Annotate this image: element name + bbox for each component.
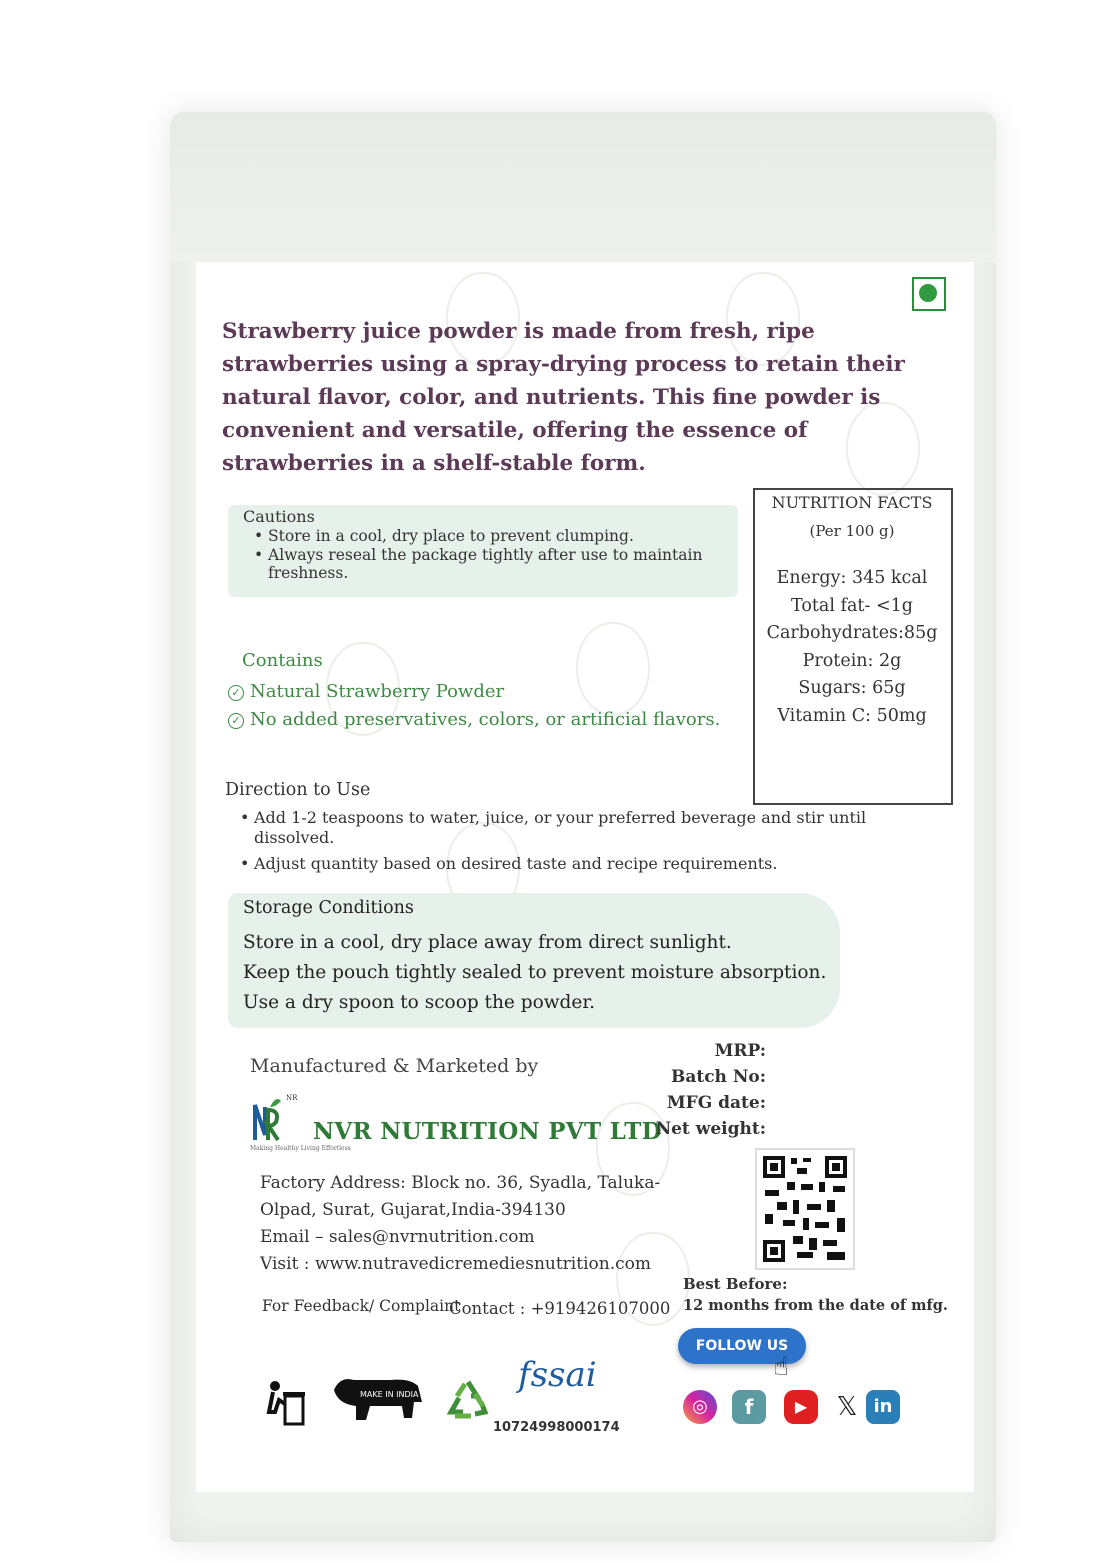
contains-list: [228, 678, 720, 734]
recycle-icon: [445, 1378, 491, 1422]
nutrition-row: Total fat- <1g: [791, 595, 913, 616]
linkedin-icon[interactable]: in: [866, 1390, 900, 1424]
mrp-field: MRP:: [714, 1041, 766, 1061]
list-item: [228, 706, 720, 734]
storage-line: Keep the pouch tightly sealed to prevent moisture absorption.: [243, 962, 827, 983]
nutrition-facts-subtitle: (Per 100 g): [809, 522, 895, 540]
storage-title: Storage Conditions: [243, 898, 414, 918]
facebook-icon[interactable]: f: [732, 1390, 766, 1424]
nutrition-row: Protein: 2g: [802, 650, 902, 671]
directions-list: [240, 808, 920, 874]
address-line: Olpad, Surat, Gujarat,India-394130: [260, 1200, 566, 1220]
feedback-label: For Feedback/ Complaint: [262, 1297, 461, 1315]
cautions-title: Cautions: [243, 507, 315, 526]
follow-us-button[interactable]: FOLLOW US: [678, 1328, 806, 1364]
cautions-list: [254, 527, 744, 583]
list-item: • Store in a cool, dry place to prevent clumping.: [254, 527, 744, 546]
contact-number: Contact : +919426107000: [449, 1299, 671, 1318]
make-in-india-lion-icon: [330, 1372, 426, 1424]
best-before-title: Best Before:: [683, 1275, 788, 1293]
nutrition-row: Sugars: 65g: [798, 678, 906, 698]
directions-title: Direction to Use: [225, 780, 371, 800]
dispose-trash-icon: [265, 1378, 307, 1428]
list-item: • Add 1-2 teaspoons to water, juice, or your preferred beverage and stir until dissolved.: [240, 808, 920, 848]
x-icon[interactable]: 𝕏: [836, 1392, 858, 1422]
nutrition-row: Carbohydrates:85g: [766, 623, 938, 643]
check-icon: ✓: [228, 685, 244, 701]
batch-fields: [620, 1038, 766, 1142]
storage-lines: [243, 928, 826, 1018]
list-item: • Adjust quantity based on desired taste and recipe requirements.: [240, 854, 920, 874]
fssai-license-number: 10724998000174: [493, 1420, 620, 1435]
website-line: Visit : www.nutravedicremediesnutrition.com: [260, 1254, 651, 1274]
nutrition-facts-list: [753, 565, 951, 730]
product-description: Strawberry juice powder is made from fresh, ripe strawberries using a spray-drying process to retain their natural flavor, color, and nutrients. This fine powder is convenient and versatile, offering the essence of strawberries in a shelf-stable form.: [222, 319, 905, 476]
nutrition-row: Energy: 345 kcal: [776, 568, 928, 588]
storage-line: Use a dry spoon to scoop the powder.: [243, 992, 596, 1013]
contains-title: Contains: [242, 650, 323, 671]
company-name: NVR NUTRITION PVT LTD: [313, 1118, 662, 1145]
mfg-date-field: MFG date:: [666, 1093, 766, 1113]
list-item: • Always reseal the package tightly after use to maintain freshness.: [254, 546, 744, 583]
net-weight-field: Net weight:: [655, 1119, 766, 1139]
contains-item-label: Natural Strawberry Powder: [250, 681, 505, 702]
address-block: [260, 1170, 680, 1278]
list-item: [228, 678, 720, 706]
qr-code-icon[interactable]: [755, 1148, 855, 1270]
nutrition-facts-title: NUTRITION FACTS: [771, 493, 933, 512]
pouch-seal-top: [170, 112, 996, 262]
youtube-icon[interactable]: ▶: [784, 1390, 818, 1424]
veg-mark-dot: [919, 284, 937, 302]
manufacturer-title: Manufactured & Marketed by: [250, 1055, 539, 1077]
batch-field: Batch No:: [670, 1067, 766, 1087]
pointer-hand-icon: ☝: [773, 1352, 789, 1382]
make-in-india-text: MAKE IN INDIA: [360, 1390, 419, 1399]
nutrition-row: Vitamin C: 50mg: [777, 705, 927, 726]
best-before-value: 12 months from the date of mfg.: [683, 1297, 948, 1314]
check-icon: ✓: [228, 713, 244, 729]
contains-item-label: No added preservatives, colors, or artificial flavors.: [250, 709, 721, 730]
address-line: Factory Address: Block no. 36, Syadla, Taluka-: [260, 1173, 661, 1193]
nvr-logo-icon: [252, 1095, 282, 1145]
logo-text: NR: [286, 1094, 298, 1102]
fssai-logo: fssai: [518, 1355, 597, 1395]
logo-tagline: Making Healthy Living Effortless: [250, 1145, 351, 1152]
email-line: Email – sales@nvrnutrition.com: [260, 1227, 535, 1247]
instagram-icon[interactable]: ◎: [683, 1390, 717, 1424]
storage-line: Store in a cool, dry place away from direct sunlight.: [243, 932, 732, 953]
